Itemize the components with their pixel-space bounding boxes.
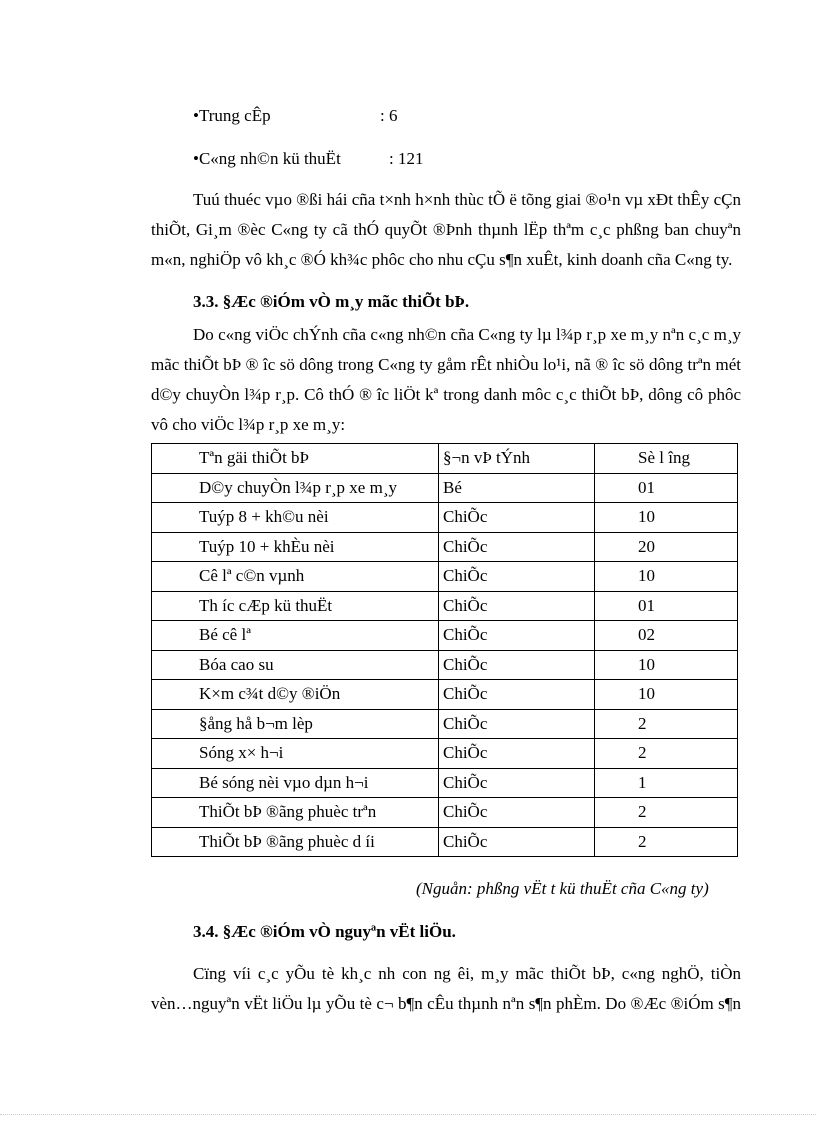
cell-quantity: 2 <box>595 798 738 828</box>
table-row <box>152 680 738 710</box>
cell-equipment-name: D©y chuyÒn l¾p r¸p xe m¸y <box>152 473 439 503</box>
cell-unit: ChiÕc <box>439 562 595 592</box>
cell-quantity: 1 <box>595 768 738 798</box>
table-row <box>152 739 738 769</box>
paragraph-line: mãc thiÕt bÞ ® îc sö dông trong C«ng ty gåm rÊt nhiÒu lo¹i, nã ® îc sö dông trªn mét <box>151 355 741 374</box>
cell-unit: ChiÕc <box>439 532 595 562</box>
cell-quantity: 10 <box>595 650 738 680</box>
cell-quantity: 02 <box>595 621 738 651</box>
table-row <box>152 591 738 621</box>
cell-equipment-name: ThiÕt bÞ ®ãng phuèc trªn <box>152 798 439 828</box>
staff-item-intermediate <box>193 105 271 127</box>
cell-equipment-name: Bóa cao su <box>152 650 439 680</box>
cell-quantity: 10 <box>595 562 738 592</box>
cell-quantity: 01 <box>595 591 738 621</box>
cell-quantity: 2 <box>595 827 738 857</box>
table-row <box>152 503 738 533</box>
table-source-note: (Nguån: phßng vËt t kü thuËt cña C«ng ty) <box>416 879 709 898</box>
section-heading-equipment: 3.3. §Æc ®iÓm vÒ m¸y mãc thiÕt bÞ. <box>193 292 470 311</box>
staff-value-intermediate <box>380 105 397 127</box>
header-unit: §¬n vÞ tÝnh <box>439 444 595 474</box>
table-row <box>152 562 738 592</box>
cell-equipment-name: Sóng x× h¬i <box>152 739 439 769</box>
cell-equipment-name: K×m c¾t d©y ®iÖn <box>152 680 439 710</box>
cell-unit: ChiÕc <box>439 503 595 533</box>
paragraph-line: vô cho viÖc l¾p r¸p xe m¸y: <box>151 415 346 434</box>
paragraph-line: thiÕt, Gi¸m ®èc C«ng ty cã thÓ quyÕt ®Þnh thµnh lËp thªm c¸c phßng ban chuyªn <box>151 220 741 239</box>
cell-equipment-name: Bé cê lª <box>152 621 439 651</box>
cell-quantity: 2 <box>595 709 738 739</box>
section-heading-materials: 3.4. §Æc ®iÓm vÒ nguyªn vËt liÖu. <box>193 922 456 941</box>
cell-unit: ChiÕc <box>439 768 595 798</box>
staff-label: •C«ng nh©n kü thuËt <box>193 149 341 168</box>
cell-unit: ChiÕc <box>439 827 595 857</box>
paragraph-line: Cïng víi c¸c yÕu tè kh¸c nh con ng êi, m¸y mãc thiÕt bÞ, c«ng nghÖ, tiÒn <box>193 964 741 983</box>
cell-unit: ChiÕc <box>439 709 595 739</box>
staff-item-technical-workers <box>193 148 341 170</box>
cell-equipment-name: Th íc cÆp kü thuËt <box>152 591 439 621</box>
cell-unit: ChiÕc <box>439 650 595 680</box>
cell-unit: ChiÕc <box>439 680 595 710</box>
table-row <box>152 709 738 739</box>
cell-quantity: 10 <box>595 680 738 710</box>
header-quantity: Sè l îng <box>595 444 738 474</box>
header-equipment-name: Tªn gäi thiÕt bÞ <box>152 444 439 474</box>
cell-unit: Bé <box>439 473 595 503</box>
cell-quantity: 01 <box>595 473 738 503</box>
cell-equipment-name: Bé sóng nèi vµo dµn h¬i <box>152 768 439 798</box>
paragraph-line: m«n, nghiÖp vô kh¸c ®Ó kh¾c phôc cho nhu cÇu s¶n xuÊt, kinh doanh cña C«ng ty. <box>151 250 733 269</box>
cell-unit: ChiÕc <box>439 798 595 828</box>
paragraph-line: Tuú thuéc vµo ®ßi hái cña t×nh h×nh thùc tÕ ë tõng giai ®o¹n vµ xÐt thÊy cÇn <box>193 190 741 209</box>
cell-equipment-name: Tuýp 10 + khÈu nèi <box>152 532 439 562</box>
staff-label: •Trung cÊp <box>193 106 271 125</box>
table-header-row <box>152 444 738 474</box>
table-row <box>152 798 738 828</box>
table-row <box>152 532 738 562</box>
staff-value: : 121 <box>389 149 424 168</box>
table-row <box>152 768 738 798</box>
cell-unit: ChiÕc <box>439 621 595 651</box>
table-row <box>152 473 738 503</box>
cell-quantity: 20 <box>595 532 738 562</box>
cell-equipment-name: Cê lª c©n vµnh <box>152 562 439 592</box>
staff-value: : 6 <box>380 106 398 125</box>
paragraph-line: Do c«ng viÖc chÝnh cña c«ng nh©n cña C«ng ty lµ l¾p r¸p xe m¸y nªn c¸c m¸y <box>193 325 741 344</box>
cell-quantity: 10 <box>595 503 738 533</box>
paragraph-line: vèn…nguyªn vËt liÖu lµ yÕu tè c¬ b¶n cÊu thµnh nªn s¶n phÈm. Do ®Æc ®iÓm s¶n <box>151 994 741 1013</box>
staff-value-technical-workers <box>389 148 423 170</box>
cell-equipment-name: ThiÕt bÞ ®ãng phuèc d íi <box>152 827 439 857</box>
cell-equipment-name: Tuýp 8 + kh©u nèi <box>152 503 439 533</box>
cell-equipment-name: §ång hå b¬m lèp <box>152 709 439 739</box>
table-row <box>152 827 738 857</box>
paragraph-line: d©y chuyÒn l¾p r¸p. Cô thÓ ® îc liÖt kª trong danh môc c¸c thiÕt bÞ, dông cô phôc <box>151 385 741 404</box>
equipment-table <box>151 443 738 857</box>
cell-quantity: 2 <box>595 739 738 769</box>
table-row <box>152 621 738 651</box>
page-bottom-rule <box>0 1114 816 1115</box>
cell-unit: ChiÕc <box>439 591 595 621</box>
cell-unit: ChiÕc <box>439 739 595 769</box>
table-row <box>152 650 738 680</box>
